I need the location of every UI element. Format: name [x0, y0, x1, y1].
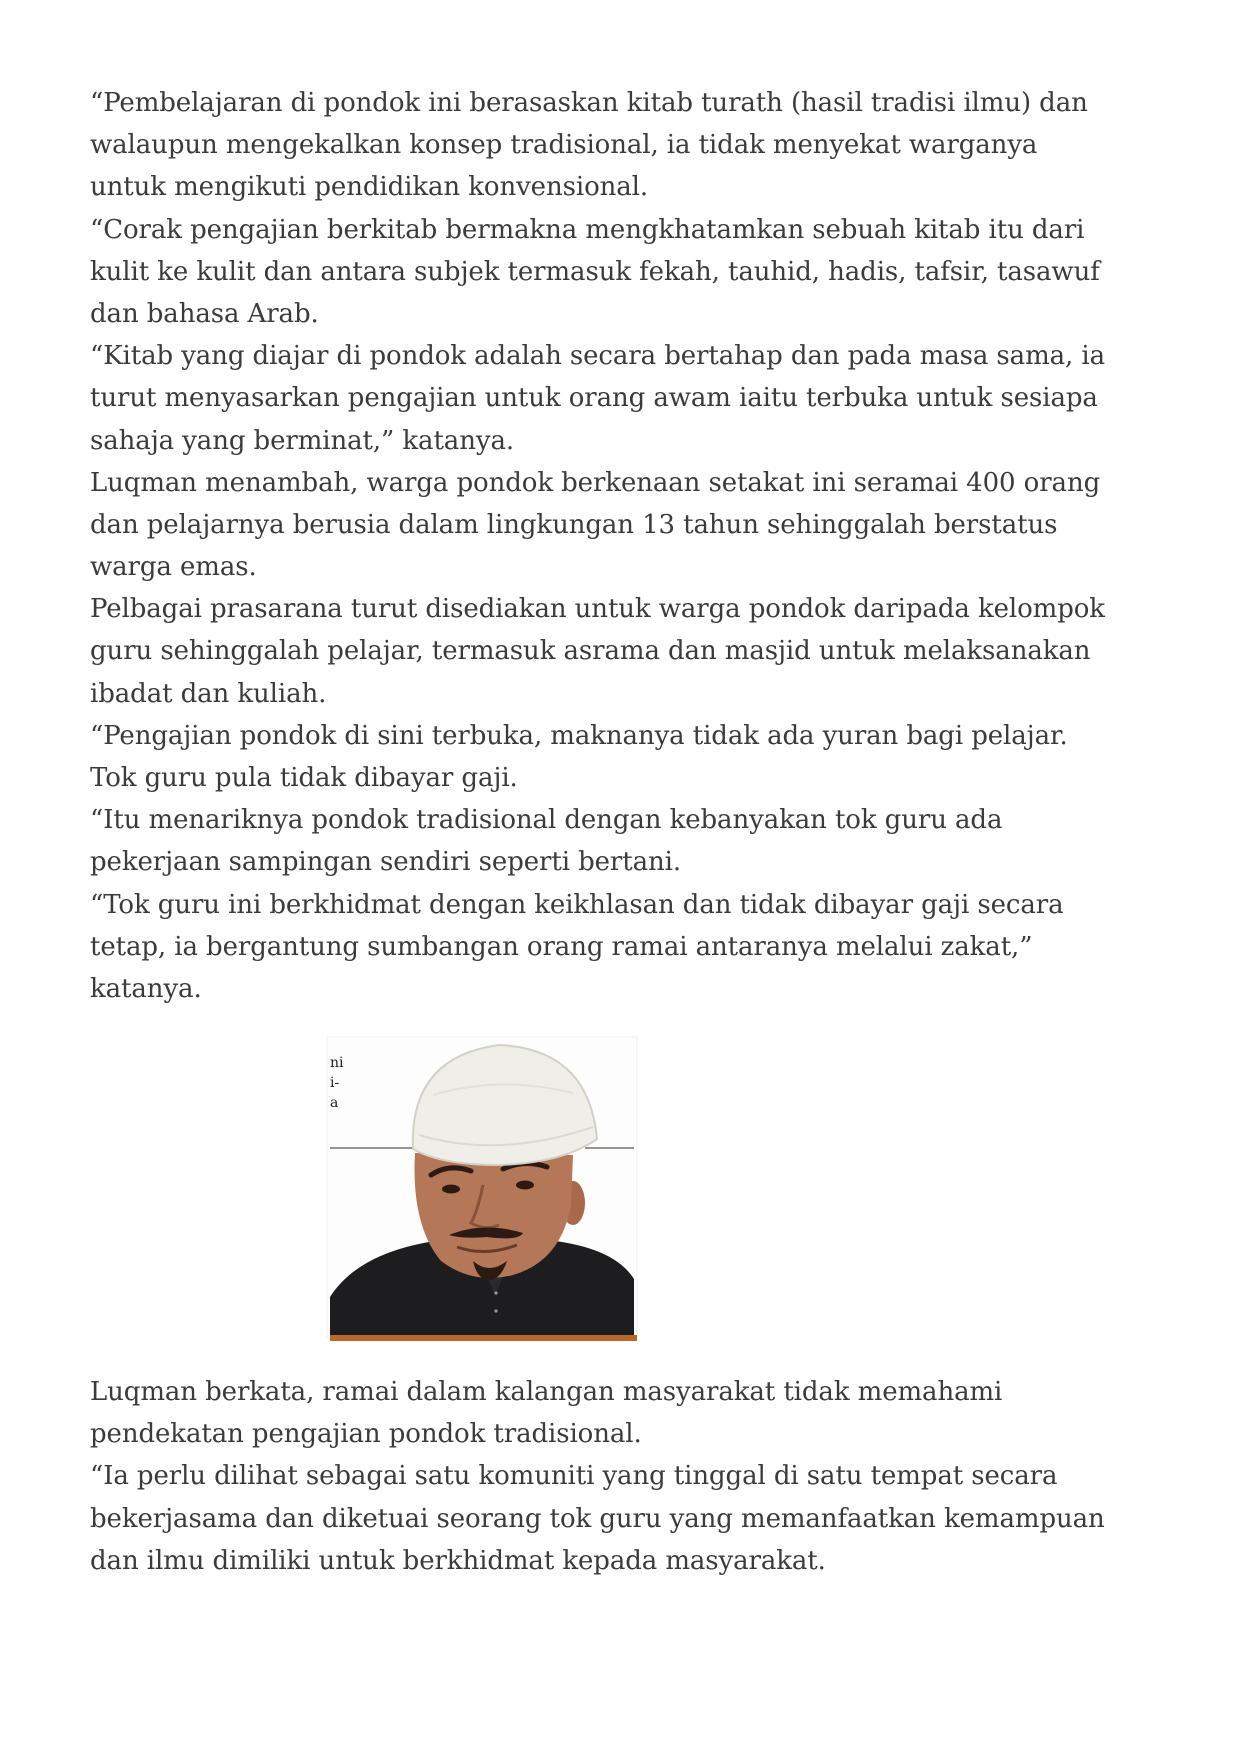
text-line: katanya.: [90, 973, 202, 1004]
text-line: pekerjaan sampingan sendiri seperti bertani.: [90, 847, 682, 878]
text-line: Pelbagai prasarana turut disediakan untuk warga pondok daripada kelompok: [90, 594, 1105, 625]
cropped-text-fragment: ni: [330, 1055, 344, 1071]
paragraph: [90, 1455, 1220, 1582]
paragraph: [90, 209, 1220, 336]
text-line: “Ia perlu dilihat sebagai satu komuniti yang tinggal di satu tempat secara: [90, 1461, 1058, 1492]
paragraph: [90, 335, 1220, 462]
text-line: tetap, ia bergantung sumbangan orang ramai antaranya melalui zakat,”: [90, 931, 1033, 962]
text-line: dan ilmu dimiliki untuk berkhidmat kepada masyarakat.: [90, 1545, 826, 1576]
text-line: dan bahasa Arab.: [90, 298, 319, 329]
text-line: “Tok guru ini berkhidmat dengan keikhlasan dan tidak dibayar gaji secara: [90, 889, 1064, 920]
text-line: kulit ke kulit dan antara subjek termasuk fekah, tauhid, hadis, tafsir, tasawuf: [90, 256, 1100, 287]
paragraph: [90, 884, 1220, 1011]
text-line: untuk mengikuti pendidikan konvensional.: [90, 172, 649, 203]
portrait-image: [323, 1035, 641, 1345]
paragraph: [90, 462, 1220, 589]
text-line: walaupun mengekalkan konsep tradisional, ia tidak menyekat warganya: [90, 130, 1038, 161]
text-line: Tok guru pula tidak dibayar gaji.: [90, 763, 518, 793]
text-line: Luqman menambah, warga pondok berkenaan setakat ini seramai 400 orang: [90, 467, 1101, 498]
text-line: pendekatan pengajian pondok tradisional.: [90, 1419, 642, 1450]
text-line: Luqman berkata, ramai dalam kalangan masyarakat tidak memahami: [90, 1377, 1003, 1407]
cropped-text-fragment: a: [330, 1095, 339, 1111]
text-line: “Corak pengajian berkitab bermakna mengkhatamkan sebuah kitab itu dari: [90, 214, 1085, 245]
text-line: warga emas.: [90, 552, 257, 583]
text-line: “Pengajian pondok di sini terbuka, maknanya tidak ada yuran bagi pelajar.: [90, 720, 1068, 751]
portrait-photo: [323, 1035, 641, 1345]
paragraph: [90, 588, 1220, 715]
paragraph: [90, 799, 1220, 883]
text-line: “Itu menariknya pondok tradisional dengan kebanyakan tok guru ada: [90, 805, 1003, 836]
text-line: guru sehinggalah pelajar, termasuk asrama dan masjid untuk melaksanakan: [90, 636, 1091, 667]
paragraph: [90, 1371, 1220, 1455]
text-line: bekerjasama dan diketuai seorang tok guru yang memanfaatkan kemampuan: [90, 1503, 1105, 1534]
paragraph: [90, 715, 1220, 799]
text-line: sahaja yang berminat,” katanya.: [90, 425, 515, 456]
text-line: “Pembelajaran di pondok ini berasaskan kitab turath (hasil tradisi ilmu) dan: [90, 88, 1088, 118]
text-line: ibadat dan kuliah.: [90, 678, 327, 709]
paragraph: [90, 82, 1220, 209]
caption-accent-bar: [330, 1335, 637, 1341]
article-body-top: [90, 82, 1220, 1010]
article-body-bottom: [90, 1371, 1220, 1582]
text-line: dan pelajarnya berusia dalam lingkungan 13 tahun sehinggalah berstatus: [90, 509, 1058, 540]
cropped-text-fragment: i-: [330, 1075, 340, 1091]
text-line: “Kitab yang diajar di pondok adalah secara bertahap dan pada masa sama, ia: [90, 341, 1105, 372]
text-line: turut menyasarkan pengajian untuk orang awam iaitu terbuka untuk sesiapa: [90, 383, 1098, 414]
